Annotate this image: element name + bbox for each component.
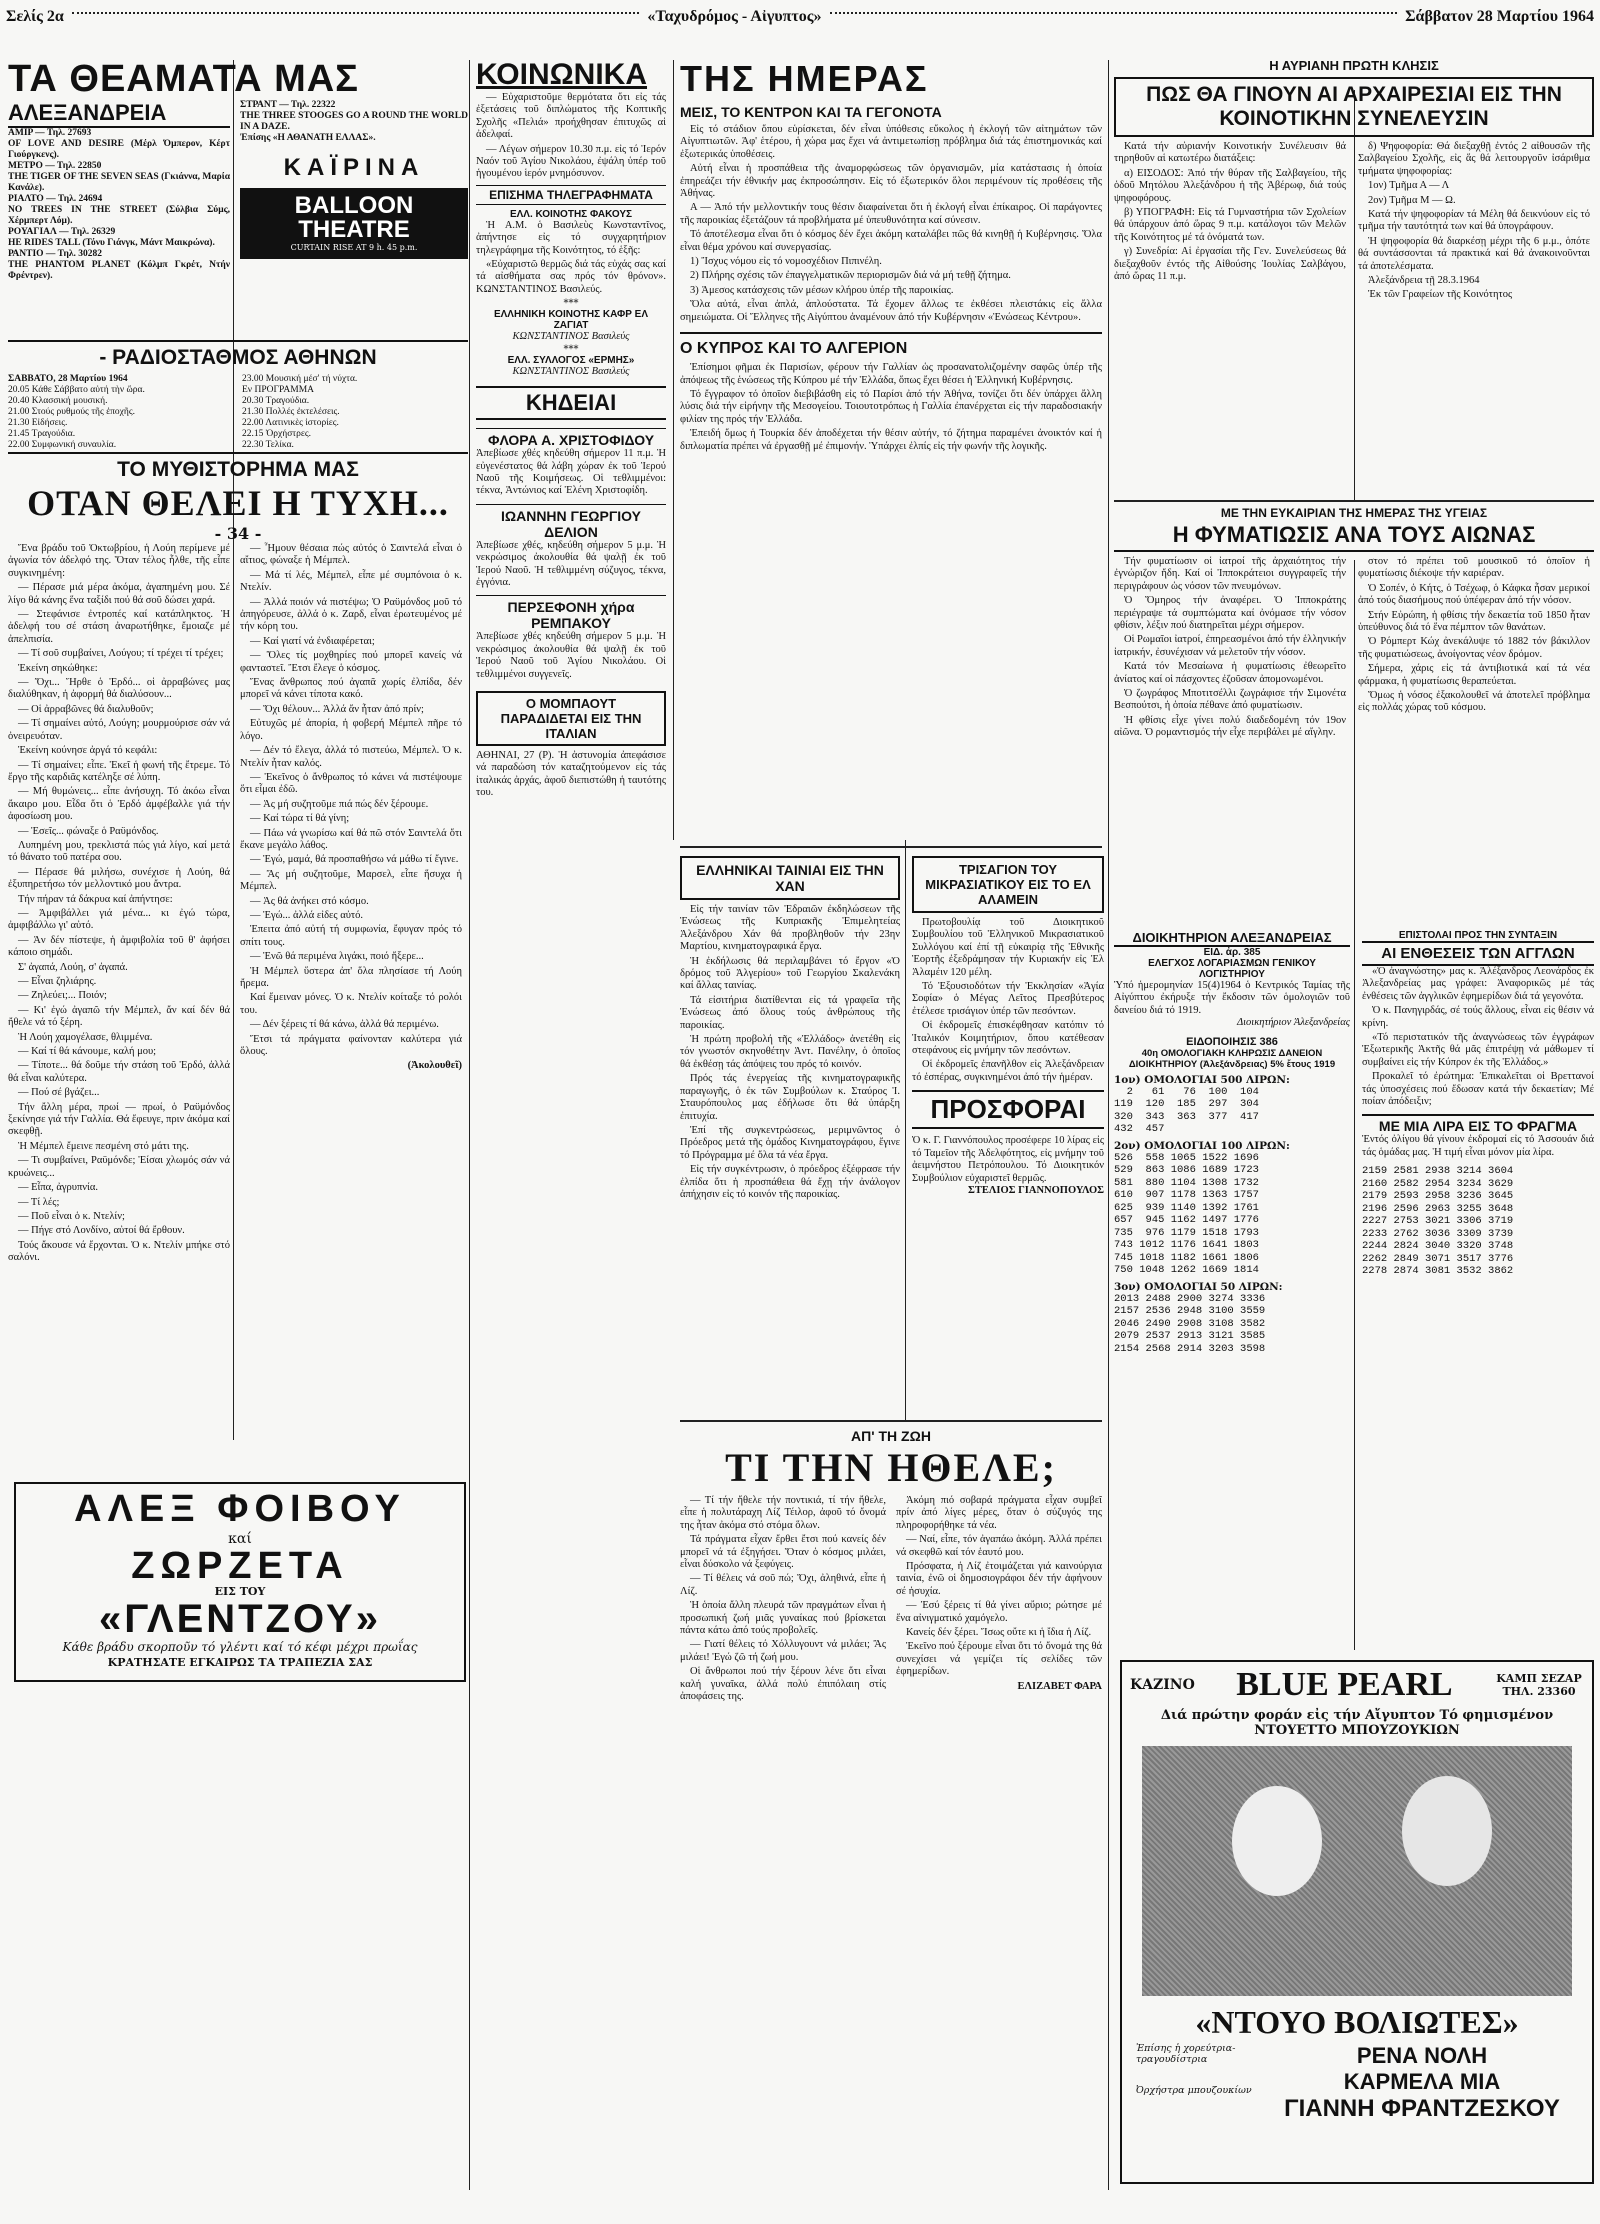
paragraph: Σήμερα, χάρις εἰς τά ἀντιβιοτικά καί τά νέα φάρμακα, ἡ φυματίωσις θεραπεύεται. [1358, 663, 1590, 687]
paragraph: «Τό περιστατικόν τῆς ἀναγνώσεως τῶν ἐγγράφων Ἐξωτερικῆς Ἀκτῆς θά μᾶς ἐπιτρέψῃ νά μάθωμεν τί συμβαίνει εἰς τήν Κύπρον ἐκ τῆς Ἑλλάδος.» [1362, 1032, 1594, 1068]
paragraph: Ἡ πρώτη προβολή τῆς «Ἐλλάδος» ἀνετέθη εἰς τόν γνωστόν σκηνοθέτην Ἀντ. Πανέλην, ὁ ὁποῖος θά ἐκθέσῃ τάς ἀπόψεις του πρός τό κοινόν. [680, 1034, 900, 1070]
tuberculosis-article: ΜΕ ΤΗΝ ΕΥΚΑΙΡΙΑΝ ΤΗΣ ΗΜΕΡΑΣ ΤΗΣ ΥΓΕΙΑΣ Η ΦΥΜΑΤΙΩΣΙΣ ΑΝΑ ΤΟΥΣ ΑΙΩΝΑΣ Τήν φυματίωσιν οἱ ἰατροί τῆς ἀρχαιότητος τήν ἐγνώριζον ἤδη. Καί οἱ Ἱπποκράτειοι συγγραφεῖς τήν περιγράφουν ὡς νόσον τῶν πνευμόνων. Ὁ Ὅμηρος τήν ἀναφέρει. Ὁ Ἱπποκράτης περιέγραψε τά συμπτώματα καί ὀνόμασε τήν νόσον φθίσιν, λέξιν πού διατηρεῖται μέχρι σήμερον. Οἱ Ρωμαῖοι ἰατροί, ἐπηρεασμένοι ἀπό τήν ἑλληνικήν ἰατρικήν, ἐσυνέχισαν νά μελετοῦν τήν νόσον. Κατά τόν Μεσαίωνα ἡ φυματίωσις ἐθεωρεῖτο ἀνίατος καί οἱ πάσχοντες ἐζοῦσαν ἀπομονωμένοι. Ὁ ζωγράφος Μποτιτσέλλι ζωγράφισε τήν Σιμονέτα Βεσπούτσι, ἡ ὁποία πέθανε ἀπό φυματίωσιν. Ἡ φθίσις εἶχε γίνει πολύ διαδεδομένη τόν 19ον αἰῶνα. Ὁ ρομαντισμός τήν εἶχε περιβάλει μέ αἴγλην. στον τό πρέπει τοῦ μουσικοῦ τό ὁποῖον ἡ φυματίωσις διέκοψε τήν καριέραν. Ὁ Σοπέν, ὁ Κήτς, ὁ Τσέχωφ, ὁ Κάφκα ἦσαν μερικοί ἀπό τούς διασήμους πού ὑπέφεραν ἀπό τήν νόσον. Στήν Εὐρώπη, ἡ φθίσις τήν δεκαετία τοῦ 1850 ἦταν ὑπεύθυνος διά τό ἕνα πέμπτον τῶν θανάτων. Ὁ Ρόμπερτ Κώχ ἀνεκάλυψε τό 1882 τόν βάκιλλον τῆς φυματιώσεως, ἀνοίγοντας νέον δρόμον. Σήμερα, χάρις εἰς τά ἀντιβιοτικά καί τά νέα φάρμακα, ἡ φυματίωσις θεραπεύεται. Ὅμως ἡ νόσος ἐξακολουθεῖ νά ἀποτελεῖ πρόβλημα εἰς πολλάς χώρας τοῦ κόσμου. [1114, 506, 1594, 926]
life-title: ΤΙ ΤΗΝ ΗΘΕΛΕ; [725, 1445, 1057, 1490]
paragraph: Εἰς τήν συγκέντρωσιν, ὁ πρόεδρος ἐξέφρασε τήν ἐλπίδα ὅτι ἡ προσπάθεια θά ἔχῃ τήν ἀνάλογον ἀπήχησιν εἰς τό κοινόν τῆς παροικίας. [680, 1164, 900, 1200]
list-line: 22.00 Συμφωνική συναυλία. [8, 440, 117, 450]
paragraph: Ἐπίσημοι φῆμαι ἐκ Παρισίων, φέρουν τήν Γαλλίαν ὡς προσανατολιζομένην σαφῶς ὑπέρ τῆς ἀπόψεως τῆς ἑνώσεως τῆς Κύπρου μέ τήν Ἑλλάδα, ὅπως ἔχει θέσει ἡ Ἑλληνική Κυβέρνησις. [680, 362, 1102, 386]
paper-name: «Ταχυδρόμος - Αἰγυπτος» [647, 8, 822, 25]
paragraph: Κανείς δέν ξέρει. Ἴσως οὔτε κι ἡ ἴδια ἡ Λίζ. [906, 1627, 1092, 1639]
paragraph: Εἰς τό στάδιον ὅπου εὑρίσκεται, δέν εἶναι ὑπόθεσις εὔκολος ἡ ἐκλογή τῶν αἰτημάτων τῶν Αἰγυπτιωτῶν. Ἀφ' ἑτέρου, ἡ χώρα μας ἔχει νά ἀντιμετωπίσῃ πρόβλημα διά τάς ἐπιστημονικάς καί ἐξωτερικάς ὑποθέσεις. [680, 124, 1102, 160]
paragraph: Προκαλεῖ τό ἐρώτημα: Ἐπικαλεῖται οἱ Βρεττανοί τάς ὑποσχέσεις πού ἔδωσαν κατά τήν δεκαετίαν; Μέ ποίαν ἀπόδειξιν; [1362, 1071, 1594, 1108]
official-telegrams-heading: ΕΠΙΣΗΜΑ ΤΗΛΕΓΡΑΦΗΜΑΤΑ [476, 185, 666, 205]
paragraph: Στήν Εὐρώπη, ἡ φθίσις τήν δεκαετία τοῦ 1850 ἦταν ὑπεύθυνος διά τό ἕνα πέμπτον τῶν θανάτων. [1358, 609, 1590, 634]
paragraph: — Τί σοῦ συμβαίνει, Λούγου; τί τρέχει τί τρέχει; [18, 648, 224, 660]
paragraph: Οἱ ἄνθρωποι πού τήν ξέρουν λένε ὅτι εἶναι καλή γυναῖκα, ἀλλά πολύ ἐπιπόλαιη στίς ἀποφάσεις της. [680, 1666, 886, 1703]
list-line: 23.00 Μουσική μέσ' τή νύχτα. [242, 374, 358, 384]
list-line: THE TIGER OF THE SEVEN SEAS (Γκιάννα, Μαρία Κανάλε). [8, 172, 230, 193]
paragraph: Εἰς τήν ταινίαν τῶν Ἐδραιῶν ἐκδηλώσεων τῆς Ἑνώσεως τῆς Κυπριακῆς Ἐπιμελητείας Ἀλεξάνδρου Χάν θά προβληθοῦν τήν 23ην Μαρτίου, κινηματογραφικά ἔργα. [680, 904, 900, 953]
paragraph: — Ἀλλά ποιόν νά πιστέψω; Ὁ Ραϋμόνδος μοῦ τό ἀπηγόρευσε, ἀλλά ὁ κ. Ζαρδ, εἶναι ἐρωτευμένος μέ τήν κόρη του. [240, 596, 462, 633]
paragraph: Ἡ φθίσις εἶχε γίνει πολύ διαδεδομένη τόν 19ον αἰῶνα. Ὁ ρομαντισμός τήν εἶχε περιβάλει μέ αἴγλην. [1114, 714, 1346, 739]
list-line: ΡΙΑΛΤΟ — Τηλ. 24694 [8, 194, 103, 204]
paragraph: — Τί τήν ἤθελε τήν ποντικιά, τί τήν ἤθελε, εἶπε ἡ πολυτάραχη Λίζ Τέιλορ, ἀφοῦ τό ὄνομά της ἦταν ἀκόμα στό στόμα ὅλων. [680, 1495, 886, 1531]
paragraph: — Πέρασε μιά μέρα ἀκόμα, ἀγαπημένη μου. Σέ λίγο θά κάνης ἕνα ταξίδι πού θά σοῦ δώσει χαρά. [8, 582, 230, 606]
paragraph: Ὁ Σοπέν, ὁ Κήτς, ὁ Τσέχωφ, ὁ Κάφκα ἦσαν μερικοί ἀπό τούς διασήμους πού ὑπέφεραν ἀπό τήν νόσον. [1358, 582, 1590, 607]
list-line: OF LOVE AND DESIRE (Μέρλ Όμπερον, Κέρτ Γιούργκενς). [8, 139, 230, 160]
paragraph: — Γιατί θέλεις τό Χόλλυγουντ νά μιλάει; Ἄς μιλάει! Ἐγώ ζῶ τή ζωή μου. [680, 1639, 886, 1663]
paragraph: Τήν φυματίωσιν οἱ ἰατροί τῆς ἀρχαιότητος τήν ἐγνώριζον ἤδη. Καί οἱ Ἱπποκράτειοι συγγραφεῖς τήν περιγράφουν ὡς νόσον τῶν πνευμόνων. [1114, 556, 1346, 592]
funeral-name: ΠΕΡΣΕΦΟΝΗ χήρα ΡΕΜΠΑΚΟΥ [476, 595, 666, 631]
paragraph: Τό ἀποτέλεσμα εἶναι ὅτι ὁ κόσμος δέν ἔχει ἀκόμη καταλάβει πῶς θά κινηθῇ ἡ Κυβέρνησις. Ὅλα εἶναι θέμα χρόνου καί συνεργασίας. [680, 229, 1102, 253]
paragraph: Καί ἔμειναν μόνες. Ὁ κ. Ντελίν κοίταξε τό ρολόι του. [240, 992, 462, 1016]
radio-program-left [8, 385, 234, 450]
list-line: 22.30 Τελίκα. [242, 440, 294, 450]
dioikitirion-notice: ΔΙΟΙΚΗΤΗΡΙΟΝ ΑΛΕΞΑΝΔΡΕΙΑΣ ΕΙΔ. ἀρ. 385 ΕΛΕΓΧΟΣ ΛΟΓΑΡΙΑΣΜΩΝ ΓΕΝΙΚΟΥ ΛΟΓΙΣΤΗΡΙΟΥ Ὑπό ἡμερομηνίαν 15(4)1964 ὁ Κεντρικός Ταμίας τῆς Αἰγύπτου ἐκήρυξε τήν ἔκδοσιν τῶν ὁμολογιῶν τοῦ δανείου διά τό 1919. Διοικητήριον Ἀλεξανδρείας ΕΙΔΟΠΟΙΗΣΙΣ 386 40η ΟΜΟΛΟΓΙΑΚΗ ΚΛΗΡΩΣΙΣ ΔΑΝΕΙΟΝ ΔΙΟΙΚΗΤΗΡΙΟΥ (Ἀλεξάνδρειας) 5% ἔτους 1919 1ον) ΟΜΟΛΟΓΙΑΙ 500 ΛΙΡΩΝ: 2 61 76 100 104 119 120 185 297 304 320 343 363 377 417 432 457 2ον) ΟΜΟΛΟΓΙΑΙ 100 ΛΙΡΩΝ: 526 558 1065 1522 1696 529 863 1086 1689 1723 581 880 1104 1308 1732 610 907 1178 1363 1757 625 939 1140 1392 1761 657 945 1162 1497 1776 735 976 1179 1518 1793 743 1012 1176 1641 1803 745 1018 1182 1661 1806 750 1048 1262 1669 1814 3ον) ΟΜΟΛΟΓΙΑΙ 50 ΛΙΡΩΝ: 2013 2488 2900 3274 3336 2157 2536 2948 3100 3559 2046 2490 2908 3108 3582 2079 2537 2913 3121 3585 2154 2568 2914 3203 3598 [1114, 930, 1350, 1355]
list-line: Εν ΠΡΟΓΡΑΜΜΑ [242, 385, 315, 395]
list-line: ΡΑΝΤΙΟ — Τηλ. 30282 [8, 249, 103, 259]
paragraph: Ἐπειτα ἀπό αὐτή τή συμφωνία, ἔφυγαν πρός τό σπίτι τους. [240, 924, 462, 948]
paragraph: Τό Ἐξουσιοδότων τήν Ἐκκλησίαν «Ἁγία Σοφία» ὁ Μέγας Λεῖτος Πρεσβύτερος ἐτέλεσε τρισάγιον ὑπέρ τῶν πεσόντων. [912, 981, 1104, 1017]
paragraph: — Στεφάνισε ἐντροπές καί κατάπληκτος. Ἡ ἀδελφή του σέ στάση ἀναρωτήθηκε, ἔμοιαζε μέ ἀπελπισία. [8, 609, 230, 645]
paragraph: — Ζηλεύει;... Ποιόν; [18, 990, 107, 1002]
list-line: 21.30 Εἰδήσεις. [8, 418, 68, 428]
paragraph: — Τι συμβαίνει, Ραϋμόνδε; Ἐίσαι χλωμός σάν νά κρυώνεις... [8, 1155, 230, 1179]
paragraph: — Ἐσεῖς... φώναξε ὁ Ραϋμόνδος. [18, 825, 159, 837]
paragraph: — Εὐχαριστοῦμε θερμότατα ὅτι εἰς τάς ἐξετάσεις τοῦ διπλώματος τῆς Κοπτικῆς Σχολῆς «Πελιά» προήχθησαν ἐπιτυχῶς αἱ ἀδελφαί. [476, 92, 666, 141]
paragraph: — Ἀς μή συζητοῦμε πιά πώς δέν ξέρουμε. [250, 798, 429, 810]
paragraph: Ἀλεξάνδρεια τῇ 28.3.1964 [1368, 275, 1480, 287]
paragraph: Τούς ἄκουσε νά ἔρχονται. Ὁ κ. Ντελίν μπήκε στό σαλόνι. [8, 1239, 230, 1264]
list-line: ΣΤΡΑΝΤ — Τηλ. 22322 [240, 100, 336, 110]
paragraph: Τά πράγματα εἶχαν ἔρθει ἔτσι πού κανείς δέν μπορεῖ νά τά ἐξηγήσει. Ὅταν ὁ κόσμος μιλάει, εἶναι δύσκολο νά ξεφύγεις. [680, 1534, 886, 1571]
cinema-listings-left [8, 128, 230, 282]
paragraph: Ὁ ζωγράφος Μποτιτσέλλι ζωγράφισε τήν Σιμονέτα Βεσπούτσι, ἡ ὁποία πέθανε ἀπό φυματίωσιν. [1114, 688, 1346, 712]
paragraph: — Πάω νά γνωρίσω καί θά πῶ στόν Σαιντελά ὅτι ἔκανε μεγάλο λάθος. [240, 827, 462, 851]
casino-name: BLUE PEARL [1236, 1666, 1453, 1703]
paragraph: — Μά τί λές, Μέμπελ, εἶπε μέ συμπόνοια ὁ κ. Ντελίν. [240, 569, 462, 594]
paragraph: Ὅλα αὐτά, εἶναι ἁπλά, ἀπλούστατα. Τά ἔχομεν ἄλλως τε ἐκθέσει πλειστάκις εἰς ἄλλα σημειώματα. Οἱ Ἕλληνες τῆς Αἰγύπτου ἀναμένουν ἀπό τήν Κυβέρνησιν «Ἑνώσεως Κέντρου». [680, 299, 1102, 323]
list-line: THE THREE STOOGES GO A ROUND THE WORLD IN A DAZE. [240, 111, 468, 132]
italian-extradition-heading: Ο ΜΟΜΠΑΟΥΤ ΠΑΡΑΔΙΔΕΤΑΙ ΕΙΣ ΤΗΝ ΙΤΑΛΙΑΝ [476, 691, 666, 746]
koinonika-section: ΚΟΙΝΩΝΙΚΑ — Εὐχαριστοῦμε θερμότατα ὅτι εἰς τάς ἐξετάσεις τοῦ διπλώματος τῆς Κοπτικῆς Σχολῆς «Πελιά» προήχθησαν ἐπιτυχῶς αἱ ἀδελφαί. — Λέγων σήμερον 10.30 π.μ. εἰς τό Ἱερόν Ναόν τοῦ Ἁγίου Νικολάου, ἐψάλη ὑπέρ τοῦ ἡγουμένου ἱερόν μνημόσυνον. ΕΠΙΣΗΜΑ ΤΗΛΕΓΡΑΦΗΜΑΤΑ ΕΛΛ. ΚΟΙΝΟΤΗΣ ΦΑΚΟΥΣ Ἡ Α.Μ. ὁ Βασιλεὺς Κωνσταντῖνος, ἀπήντησε εἰς τό συγχαρητήριον τηλεγράφημα τῆς Κοινότητος, τό ἑξῆς: «Εὐχαριστῶ θερμῶς διά τάς εὐχάς σας καί τά αἰσθήματα σας πρός τόν θρόνον». ΚΩΝΣΤΑΝΤΙΝΟΣ Βασιλεύς. *** ΕΛΛΗΝΙΚΗ ΚΟΙΝΟΤΗΣ ΚΑΦΡ ΕΛ ΖΑΓΙΑΤ ΚΩΝΣΤΑΝΤΙΝΟΣ Βασιλεύς *** ΕΛΛ. ΣΥΛΛΟΓΟΣ «ΕΡΜΗΣ» ΚΩΝΣΤΑΝΤΙΝΟΣ Βασιλεύς ΚΗΔΕΙΑΙ ΦΛΟΡΑ Α. ΧΡΙΣΤΟΦΙΔΟΥ Ἀπεβίωσε χθές κηδεύθη σήμερον 11 π.μ. Ἡ εὐγενέστατος θά λάβη χώραν ἐκ τοῦ Ἱερού Ναοῦ τῆς Κοιμήσεως. Οἱ τεθλιμμένοι: τέκνα, Ἀντώνιος καί Ἐλένη Χριστοφίδη. ΙΩΑΝΝΗΝ ΓΕΩΡΓΙΟΥ ΔΕΛΙΟΝ Ἀπεβίωσε χθές, κηδεύθη σήμερον 5 μ.μ. Ἡ νεκρώσιμος ἀκολουθία θά ψαλῇ ἐκ τοῦ Ἱερού Ναοῦ. Ἡ τεθλιμμένη σύζυγος, τέκνα, ἐγγόνια. ΠΕΡΣΕΦΟΝΗ χήρα ΡΕΜΠΑΚΟΥ Ἀπεβίωσε χθές κηδεύθη σήμερον 5 μ.μ. Ἡ νεκρώσιμος ἀκολουθία θά ψαλῇ ἐκ τοῦ Ἱερού Ναοῦ τοῦ Ἁγίου Νικολάου. Οἱ τεθλιμμένοι συγγενεῖς. Ο ΜΟΜΠΑΟΥΤ ΠΑΡΑΔΙΔΕΤΑΙ ΕΙΣ ΤΗΝ ΙΤΑΛΙΑΝ ΑΘΗΝΑΙ, 27 (Ρ). Ἡ ἀστυνομία ἀπεφάσισε νά παραδώση τόν καταζητούμενον εἰς τάς ἰταλικάς ἀρχάς, ἀφοῦ διεπιστώθη ἡ ταυτότης του. [476, 58, 666, 799]
radio-section: - ΡΑΔΙΟΣΤΑΘΜΟΣ ΑΘΗΝΩΝ ΣΑΒΒΑΤΟ, 28 Μαρτίου 1964 20.05 Κάθε Σάββατο αὐτή τὴν ὥρα. 20.40 Κλασσική μουσική. 21.00 Στούς ρυθμούς τῆς ἐποχῆς. 21.30 Εἰδήσεις. 21.45 Τραγούδια. 22.00 Συμφωνική συναυλία. 23.00 Μουσική μέσ' τή νύχτα. Εν ΠΡΟΓΡΑΜΜΑ 20.30 Τραγούδια. 21.30 Πολλές ἐκτελέσεις. 22.00 Λατινικὲς ἱστορίες. 22.15 Ὀρχήστρες. 22.30 Τελίκα. [8, 340, 468, 450]
paragraph: Πρός τάς ἐνεργείας τῆς κινηματογραφικῆς παραγωγῆς, ὁ ἐκ τῶν Συμβούλων κ. Σταύρος Ἰ. Σταυρόπουλος μας ἐδήλωσε ὅτι θά ὑπάρξη ἐπιτυχία. [680, 1073, 900, 1122]
greek-films-article: ΕΛΛΗΝΙΚΑΙ ΤΑΙΝΙΑΙ ΕΙΣ ΤΗΝ ΧΑΝ Εἰς τήν ταινίαν τῶν Ἐδραιῶν ἐκδηλώσεων τῆς Ἑνώσεως τῆς Κυπριακῆς Ἐπιμελητείας Ἀλεξάνδρου Χάν θά προβληθοῦν τήν 23ην Μαρτίου, κινηματογραφικά ἔργα. Ἡ ἐκδήλωσις θά περιλαμβάνει τό ἔργον «Ὁ δρόμος τοῦ Ἀλγερίου» τοῦ Γεωργίου Σκαλενάκη καί ἄλλας ταινίας. Τά εἰσιτήρια διατίθενται εἰς τά γραφεῖα τῆς Ἑνώσεως ἀπό ὅλους τούς ἀνθρώπους τῆς παροικίας. Ἡ πρώτη προβολή τῆς «Ἐλλάδος» ἀνετέθη εἰς τόν γνωστόν σκηνοθέτην Ἀντ. Πανέλην, ὁ ὁποῖος θά ἐκθέσῃ τάς ἀπόψεις του πρός τό κοινόν. Πρός τάς ἐνεργείας τῆς κινηματογραφικῆς παραγωγῆς, ὁ ἐκ τῶν Συμβούλων κ. Σταύρος Ἰ. Σταυρόπουλος μας ἐδήλωσε ὅτι θά ὑπάρξη ἐπιτυχία. Ἐπί τῆς συγκεντρώσεως, μεριμνῶντος ὁ Πρόεδρος μετά τῆς ὁμάδος Κινηματογράφου, ἔγινε τό Πρόγραμμα μέ ὅλα τά νέα ἔργα. Εἰς τήν συγκέντρωσιν, ὁ πρόεδρος ἐξέφρασε τήν ἐλπίδα ὅτι ἡ προσπάθεια θά ἔχῃ τήν ἀνάλογον ἀπήχησιν εἰς τό κοινόν τῆς παροικίας. [680, 856, 900, 1416]
paragraph: — Ἄς μή συζητοῦμε, Μαρσελ, εἶπε ἥσυχα ἡ Μέμπελ. [240, 868, 462, 893]
paragraph: «Εὐχαριστῶ θερμῶς διά τάς εὐχάς σας καί τά αἰσθήματα σας πρός τόν θρόνον». ΚΩΝΣΤΑΝΤΙΝΟΣ Βασιλεύς. [476, 259, 666, 295]
letters-section: ΕΠΙΣΤΟΛΑΙ ΠΡΟΣ ΤΗΝ ΣΥΝΤΑΞΙΝ ΑΙ ΕΝΘΕΣΕΙΣ ΤΩΝ ΑΓΓΛΩΝ «Ὁ ἀναγνώστης» μας κ. Ἀλέξανδρος Λεονάρδος ἐκ Ἀλεξανδρείας μας γράφει: Ἀναφορικῶς μέ τάς ἐνθέσεις τῶν ἀγγλικῶν ἐφημερίδων διά τά γεγονότα. Ὁ κ. Πανηγιρδάς, σέ τούς ἄλλους, εἶναι εἰς θέσιν νά κρίνη. «Τό περιστατικόν τῆς ἀναγνώσεως τῶν ἐγγράφων Ἐξωτερικῆς Ἀκτῆς θά μᾶς ἐπιτρέψῃ νά μάθωμεν τί συμβαίνει εἰς τήν Κύπρον ἐκ τῆς Ἑλλάδος.» Προκαλεῖ τό ἐρώτημα: Ἐπικαλεῖται οἱ Βρεττανοί τάς ὑποσχέσεις πού ἔδωσαν κατά τήν δεκαετίαν; Μέ ποίαν ἀπόδειξιν; ΜΕ ΜΙΑ ΛΙΡΑ ΕΙΣ ΤΟ ΦΡΑΓΜΑ Ἐντός ὀλίγου θά γίνουν ἐκδρομαί εἰς τό Ἀσσουάν διά τάς ὁμάδας μας. Ἡ τιμή εἶναι μόνον μία λίρα. 2159 2581 2938 3214 3604 2160 2582 2954 3234 3629 2179 2593 2958 3236 3645 2196 2596 2963 3255 3648 2227 2753 3021 3306 3719 2233 2762 3036 3309 3739 2244 2824 3040 3320 3748 2262 2849 3071 3517 3776 2278 2874 3081 3532 3862 [1362, 930, 1594, 1278]
paragraph: Ὁ Ρόμπερτ Κώχ ἀνεκάλυψε τό 1882 τόν βάκιλλον τῆς φυματιώσεως, ἀνοίγοντας νέον δρόμον. [1358, 636, 1590, 660]
paragraph: Τήν ἄλλη μέρα, πρωί — πρωί, ὁ Ραϋμόνδος ξεκίνησε γιά τήν Γαλλία. Θά ἔφευγε, πριν ἀκόμα καί σκεφθῇ. [8, 1101, 230, 1138]
paragraph: Ἔτσι τά πράγματα φαίνονταν καλύτερα γιά ὅλους. [240, 1033, 462, 1058]
paragraph: Ἐκ τῶν Γραφείων τῆς Κοινότητος [1368, 289, 1513, 301]
paragraph: — Ἀς θά ἀνήκει στό κόσμο. [250, 895, 369, 907]
list-line: 20.05 Κάθε Σάββατο αὐτή τὴν ὥρα. [8, 385, 145, 395]
koinonika-title: ΚΟΙΝΩΝΙΚΑ [476, 58, 648, 91]
radio-program-right [242, 374, 468, 450]
issue-date: Σάββατον 28 Μαρτίου 1964 [1405, 8, 1594, 25]
paragraph: στον τό πρέπει τοῦ μουσικοῦ τό ὁποῖον ἡ φυματίωσις διέκοψε τήν καριέραν. [1358, 556, 1590, 580]
list-line: NO TREES IN THE STREET (Σύλβια Σύμς, Χέρμπερτ Λόμ). [8, 205, 230, 226]
funeral-text: Ἀπεβίωσε χθές κηδεύθη σήμερον 5 μ.μ. Ἡ νεκρώσιμος ἀκολουθία θά ψαλῇ ἐκ τοῦ Ἱερού Ναοῦ τοῦ Ἁγίου Νικολάου. Οἱ τεθλιμμένοι συγγενεῖς. [476, 631, 666, 680]
alexandria-heading: ΑΛΕΞΑΝΔΡΕΙΑ [8, 100, 230, 128]
list-line: ΜΕΤΡΟ — Τηλ. 22850 [8, 161, 102, 171]
paragraph: — Δέν τό ἔλεγα, ἀλλά τό πιστεύω, Μέμπελ. Ὁ κ. Ντελίν ἦταν καλός. [240, 745, 462, 769]
paragraph: — Ἀμφιβάλλει γιά μένα... κι ἐγώ τώρα, ἀμφιβάλλω γι' αὐτό. [8, 907, 230, 932]
funeral-text: Ἀπεβίωσε χθές κηδεύθη σήμερον 11 π.μ. Ἡ εὐγενέστατος θά λάβη χώραν ἐκ τοῦ Ἱερού Ναοῦ τῆς Κοιμήσεως. Οἱ τεθλιμμένοι: τέκνα, Ἀντώνιος καί Ἐλένη Χριστοφίδη. [476, 448, 666, 497]
list-line: 22.15 Ὀρχήστρες. [242, 429, 311, 439]
paragraph: — Ἐσύ ξέρεις τί θά γίνει αὔριο; ρώτησε μέ ἕνα αἰνιγματικό χαμόγελο. [896, 1600, 1102, 1624]
paragraph: Ἐκείνη κούνησε ἀργά τό κεφάλι: [18, 745, 158, 757]
list-line: 20.30 Τραγούδια. [242, 396, 310, 406]
novel-column-2: — Ἦμουν θέσαια πώς αὐτός ὁ Σαιντελά εἶναι ὁ αἴτιος, φώναξε ἡ Μέμπελ. — Μά τί λές, Μέμπελ, εἶπε μέ συμπόνοια ὁ κ. Ντελίν. — Ἀλλά ποιόν νά πιστέψω; Ὁ Ραϋμόνδος μοῦ τό ἀπηγόρευσε, ἀλλά ὁ κ. Ζαρδ, εἶναι ἐρωτευμένος μέ τήν κόρη του. — Καί γιατί νά ἐνδιαφέρεται; — Ὄλες τίς μοχθηρίες πού μπορεῖ κανείς νά φανταστεῖ. Ἔτσι ἔλεγε ὁ κόσμος. Ἕνας ἄνθρωπος πού ἀγαπᾶ χωρίς ἐλπίδα, δέν μπορεῖ νά κάνει τίποτα κακό. — Ὄχι θέλουν... Ἀλλά ἄν ἦταν ἀπό πρίν; Εὐτυχῶς μέ ἀπορία, ἡ φοβερή Μέμπελ πῆρε τό λόγο. — Δέν τό ἔλεγα, ἀλλά τό πιστεύω, Μέμπελ. Ὁ κ. Ντελίν ἦταν καλός. — Ἐκεῖνος ὁ ἄνθρωπος τό κάνει νά πιστέψουμε ὅτι εἶμαι ἐδῶ. — Ἀς μή συζητοῦμε πιά πώς δέν ξέρουμε. — Καί τώρα τί θά γίνη; — Πάω νά γνωρίσω καί θά πῶ στόν Σαιντελά ὅτι ἔκανε μεγάλο λάθος. — Ἐγώ, μαμά, θά προσπαθήσω νά μάθω τί ἔγινε. — Ἄς μή συζητοῦμε, Μαρσελ, εἶπε ἥσυχα ἡ Μέμπελ. — Ἀς θά ἀνήκει στό κόσμο. — Ἐγώ... ἀλλά εἰδες αὐτό. Ἐπειτα ἀπό αὐτή τή συμφωνία, ἔφυγαν πρός τό σπίτι τους. — Ἐνῶ θά περιμένα λιγάκι, ποιό ἤξερε... Ἡ Μέμπελ ὕστερα ἀπ' ὅλα πλησίασε τή Λούη ἤρεμα. Καί ἔμειναν μόνες. Ὁ κ. Ντελίν κοίταξε τό ρολόι του. — Δέν ξέρεις τί θά κάνω, ἀλλά θά περιμένω. Ἔτσι τά πράγματα φαίνονταν καλύτερα γιά ὅλους. (Ἀκολουθεῖ) [240, 543, 462, 1072]
paragraph: — Τί θέλεις νά σοῦ πώ; Ὄχι, ἀληθινά, εἶπε ἡ Λίζ. [680, 1573, 886, 1597]
paragraph: — Ἐγώ, μαμά, θά προσπαθήσω νά μάθω τί ἔγινε. [250, 854, 459, 866]
paragraph: — Ἐνῶ θά περιμένα λιγάκι, ποιό ἤξερε... [250, 951, 424, 963]
paragraph: — Ποῦ εἶναι ὁ κ. Ντελίν; [18, 1210, 125, 1222]
list-line: Ἐπίσης «Η ΑΘΑΝΑΤΗ ΕΛΛΑΣ». [240, 133, 376, 143]
list-line: 21.45 Τραγούδια. [8, 429, 76, 439]
singers-photo [1142, 1746, 1572, 1996]
theamata-section [8, 58, 468, 358]
paragraph: Οἱ Ρωμαῖοι ἰατροί, ἐπηρεασμένοι ἀπό τήν ἑλληνικήν ἰατρικήν, ἐσυνέχισαν νά μελετοῦν τήν νόσον. [1114, 634, 1346, 658]
paragraph: 1) Ἴσχυς νόμου εἰς τό νομοσχέδιον Πιπινέλη. [690, 256, 882, 268]
funeral-name: ΙΩΑΝΝΗΝ ΓΕΩΡΓΙΟΥ ΔΕΛΙΟΝ [476, 504, 666, 540]
loan-numbers-500: 2 61 76 100 104 119 120 185 297 304 320 343 363 377 417 432 457 [1114, 1085, 1259, 1136]
loan-numbers-50-continued: 2159 2581 2938 3214 3604 2160 2582 2954 3234 3629 2179 2593 2958 3236 3645 2196 2596 2963 3255 3648 2227 2753 3021 3306 3719 2233 2762 3036 3309 3739 2244 2824 3040 3320 3748 2262 2849 3071 3517 3776 2278 2874 3081 3532 3862 [1362, 1165, 1514, 1278]
paragraph: Ἡ Μέμπελ ὕστερα ἀπ' ὅλα πλησίασε τή Λούη ἤρεμα. [240, 965, 462, 989]
paragraph: Ἐπειδή ὅμως ἡ Τουρκία δέν ἀποδέχεται τήν θέσιν αὐτήν, τό ζήτημα παραμένει ἀνοικτόν καί ἡ διπλωματία πρέπει νά ἐργασθῇ μέ ἐπιμονήν. Ὑπάρχει ἐλπίς εἰς τήν φωνήν τῆς λογικῆς. [680, 428, 1102, 452]
novel-kicker: ΤΟ ΜΥΘΙΣΤΟΡΗΜΑ ΜΑΣ [117, 458, 359, 481]
paragraph: 1ον) Τμῆμα Α — Λ [1368, 180, 1450, 192]
novel-title: ΟΤΑΝ ΘΕΛΕΙ Η ΤΥΧΗ... [27, 483, 449, 523]
paragraph: — Τί λές; [18, 1196, 60, 1208]
paragraph: — Τί σημαίνει; εἶπε. Ἐκεῖ ἡ φωνή τῆς ἔτρεμε. Τό ἔργο τῆς καρδιᾶς κατέληξε σέ λύπη. [8, 759, 230, 783]
paragraph: — Ἐγώ... ἀλλά εἰδες αὐτό. [250, 909, 364, 921]
paragraph: Κατά τήν ψηφοφορίαν τά Μέλη θά δεικνύουν εἰς τό τμῆμα τήν ταυτότητά των καί θά ὑπογράφουν. [1358, 209, 1590, 233]
paragraph: Κατά τόν Μεσαίωνα ἡ φυματίωσις ἐθεωρεῖτο ἀνίατος καί οἱ πάσχοντες ἐζοῦσαν ἀπομονωμένοι. [1114, 661, 1346, 685]
singer-face-right [1402, 1776, 1492, 1886]
paragraph: Ἡ Α.Μ. ὁ Βασιλεὺς Κωνσταντῖνος, ἀπήντησε εἰς τό συγχαρητήριον τηλεγράφημα τῆς Κοινότητος, τό ἑξῆς: [476, 219, 666, 256]
radio-title: - ΡΑΔΙΟΣΤΑΘΜΟΣ ΑΘΗΝΩΝ [99, 346, 377, 369]
singer-face-left [1232, 1786, 1322, 1896]
paragraph: — Εἶπα, ἀγρυπνία. [18, 1182, 98, 1194]
paragraph: γ) Συνεδρία: Αἱ ἐργασίαι τῆς Γεν. Συνελεύσεως θά διεξαχθοῦν ἐντός τῆς Αἰθούσης Ἰουλίας Σαλβάγου, ἀπό ὥρας 11 π.μ. [1114, 246, 1346, 283]
paragraph: δ) Ψηφοφορία: Θά διεξαχθῇ ἐντός 2 αἰθουσῶν τῆς Σαλβαγείου Σχολῆς, εἰς ἅς θά λειτουργοῦν ἰσάριθμα τμήματα ψηφοφορίας: [1358, 141, 1590, 177]
paragraph: — Ἀν δέν πίστεψε, ἡ ἀμφιβολία τοῦ θ' ἀφήσει κάποιο σημάδι. [8, 934, 230, 959]
paragraph: α) ΕΙΣΟΔΟΣ: Ἀπό τήν θύραν τῆς Σαλβαγείου, τῆς ὁδοῦ Μητόλου Ἀλεξάνδρου ἡ τῆς Ἀβέρωφ, διά τούς ψηφοφόρους. [1114, 167, 1346, 204]
paragraph: Τά εἰσιτήρια διατίθενται εἰς τά γραφεῖα τῆς Ἑνώσεως ἀπό ὅλους τούς ἀνθρώπους τῆς παροικίας. [680, 994, 900, 1031]
paragraph: 2) Πλήρης σχέσις τῶν ἐπαγγελματικῶν περιορισμῶν διά νά μή τεθῇ ζήτημα. [690, 270, 1011, 282]
list-line: ΑΜΙΡ — Τηλ. 27693 [8, 128, 92, 138]
paragraph: — Ὄλες τίς μοχθηρίες πού μπορεῖ κανείς νά φανταστεῖ. Ἔτσι ἔλεγε ὁ κόσμος. [240, 650, 462, 674]
novel-section [8, 452, 468, 1474]
paragraph: Ἀκόμη πιό σοβαρά πράγματα εἶχαν συμβεῖ πρίν ἀπό λίγες μέρες, ὅταν ὁ σύζυγός της πληροφορήθηκε τά νέα. [896, 1495, 1102, 1531]
paragraph: Σ' ἀγαπά, Λούη, σ' ἀγαπά. [18, 961, 128, 973]
novel-number: - 34 - [214, 524, 262, 543]
paragraph: Ἡ Λούη χαμογέλασε, θλιμμένα. [18, 1031, 153, 1043]
paragraph: — Τίποτε... θά δοῦμε τήν στάση τοῦ Ἐρδό, ἀλλά θά εἶναι καλύτερα. [8, 1060, 230, 1084]
paragraph: — Εἶναι ζηλιάρης. [18, 976, 97, 987]
paragraph: — Λέγων σήμερον 10.30 π.μ. εἰς τό Ἱερόν Ναόν τοῦ Ἁγίου Νικολάου, ἐψάλη ὑπέρ τοῦ ἡγουμένου ἱερόν μνημόσυνον. [476, 143, 666, 180]
paragraph: — Πήγε στό Λονδίνο, αὐτοί θά ἔρθουν. [18, 1225, 185, 1237]
paragraph: — Ναί, εἶπε, τόν ἀγαπάω ἀκόμη. Ἀλλά πρέπει νά σκεφθῶ καί τόν ἑαυτό μου. [896, 1534, 1102, 1558]
elections-title: ΠΩΣ ΘΑ ΓΙΝΟΥΝ ΑΙ ΑΡΧΑΙΡΕΣΙΑΙ ΕΙΣ ΤΗΝ ΚΟΙΝΟΤΙΚΗΝ ΣΥΝΕΛΕΥΣΙΝ [1114, 77, 1594, 137]
tuberculosis-title: Η ΦΥΜΑΤΙΩΣΙΣ ΑΝΑ ΤΟΥΣ ΑΙΩΝΑΣ [1114, 520, 1594, 552]
paragraph: Α — Ἀπό τήν μελλοντικήν τους θέσιν διαφαίνεται ὅτι ἡ ἐκλογή εἶναι ἐπίκαιρος. Οἱ παράγοντες τῆς παροικίας ἐξετάζουν τά προβλήματα μέ ὑπευθυνότητα καί σύνεσιν. [680, 202, 1102, 226]
elections-article: Η ΑΥΡΙΑΝΗ ΠΡΩΤΗ ΚΛΗΣΙΣ ΠΩΣ ΘΑ ΓΙΝΟΥΝ ΑΙ ΑΡΧΑΙΡΕΣΙΑΙ ΕΙΣ ΤΗΝ ΚΟΙΝΟΤΙΚΗΝ ΣΥΝΕΛΕΥΣΙΝ Κατά τήν αὐριανήν Κοινοτικήν Συνέλευσιν θά τηρηθοῦν αἱ κατωτέρω διατάξεις: α) ΕΙΣΟΔΟΣ: Ἀπό τήν θύραν τῆς Σαλβαγείου, τῆς ὁδοῦ Μητόλου Ἀλεξάνδρου ἡ τῆς Ἀβέρωφ, διά τούς ψηφοφόρους. β) ΥΠΟΓΡΑΦΗ: Εἰς τά Γυμναστήρια τῶν Σχολείων θά ὑπάρχουν ἀπό ὥρας 9 π.μ. κατάλογοι τῶν Μελῶν τῆς Κοινότητος μέ τά ὀνόματά των. γ) Συνεδρία: Αἱ ἐργασίαι τῆς Γεν. Συνελεύσεως θά διεξαχθοῦν ἐντός τῆς Αἰθούσης Ἰουλίας Σαλβάγου, ἀπό ὥρας 11 π.μ. δ) Ψηφοφορία: Θά διεξαχθῇ ἐντός 2 αἰθουσῶν τῆς Σαλβαγείου Σχολῆς, εἰς ἅς θά λειτουργοῦν ἰσάριθμα τμήματα ψηφοφορίας: 1ον) Τμῆμα Α — Λ 2ον) Τμῆμα Μ — Ω. Κατά τήν ψηφοφορίαν τά Μέλη θά δεικνύουν εἰς τό τμῆμα τήν ταυτότητά των καί θά ὑπογράφουν. Ἡ ψηφοφορία θά διαρκέσῃ μέχρι τῆς 6 μ.μ., ὁπότε θά συντάσσονται τά πρακτικά καί θά ἀνακοινοῦνται τά ἀποτελέσματα. Ἀλεξάνδρεια τῇ 28.3.1964 Ἐκ τῶν Γραφείων τῆς Κοινότητος [1114, 58, 1594, 498]
paragraph: Τήν πήραν τά δάκρυα καί ἀπήντησε: [18, 893, 173, 905]
tis-imeras-section: ΤΗΣ ΗΜΕΡΑΣ ΜΕΙΣ, ΤΟ ΚΕΝΤΡΟΝ ΚΑΙ ΤΑ ΓΕΓΟΝΟΤΑ Εἰς τό στάδιον ὅπου εὑρίσκεται, δέν εἶναι ὑπόθεσις εὔκολος ἡ ἐκλογή τῶν αἰτημάτων τῶν Αἰγυπτιωτῶν. Ἀφ' ἑτέρου, ἡ χώρα μας ἔχει νά ἀντιμετωπίσῃ πρόβλημα διά τάς ἐπιστημονικάς καί ἐξωτερικάς ὑποθέσεις. Αὐτή εἶναι ἡ προσπάθεια τῆς ἀναμορφώσεως τῶν ὀργανισμῶν, μία κατάστασις ἡ ὁποία ἐπηρεάζει τήν ἐθνικήν μας ἐκπροσώπησιν. Εἰς τό ἐξωτερικόν ὅλοι περιμένουν τίς προθέσεις τῆς Ἀθήνας. Α — Ἀπό τήν μελλοντικήν τους θέσιν διαφαίνεται ὅτι ἡ ἐκλογή εἶναι ἐπίκαιρος. Οἱ παράγοντες τῆς παροικίας ἐξετάζουν τά προβλήματα μέ ὑπευθυνότητα καί σύνεσιν. Τό ἀποτέλεσμα εἶναι ὅτι ὁ κόσμος δέν ἔχει ἀκόμη καταλάβει πῶς θά κινηθῇ ἡ Κυβέρνησις. Ὅλα εἶναι θέμα χρόνου καί συνεργασίας. 1) Ἴσχυς νόμου εἰς τό νομοσχέδιον Πιπινέλη. 2) Πλήρης σχέσις τῶν ἐπαγγελματικῶν περιορισμῶν διά νά μή τεθῇ ζήτημα. 3) Ἀμεσος κατάσχεσις τῶν μέσων κλήρου ὑπέρ τῆς παροικίας. Ὅλα αὐτά, εἶναι ἁπλά, ἀπλούστατα. Τά ἔχομεν ἄλλως τε ἐκθέσει πλειστάκις εἰς ἄλλα σημειώματα. Οἱ Ἕλληνες τῆς Αἰγύπτου ἀναμένουν ἀπό τήν Κυβέρνησιν «Ἑνώσεως Κέντρου». Ο ΚΥΠΡΟΣ ΚΑΙ ΤΟ ΑΛΓΕΡΙΟΝ Ἐπίσημοι φῆμαι ἐκ Παρισίων, φέρουν τήν Γαλλίαν ὡς προσανατολιζομένην σαφῶς ὑπέρ τῆς ἀπόψεως τῆς ἑνώσεως τῆς Κύπρου μέ τήν Ἑλλάδα, ὅπως ἔχει θέσει ἡ Ἑλληνική Κυβέρνησις. Τό ἔγγραφον τό ὁποῖον διεβιβάσθη εἰς τό Παρίσι ἀπό τήν Ἀθήνα, τονίζει ὅτι δέν ὑπάρχει ἄλλη λύσις διά τήν εἰρήνην τῆς Μεσογείου. Τοιουτοτρόπως ἡ Γαλλία ἐπανέρχεται εἰς τήν παραδοσιακήν φιλίαν της πρός τήν Ἑλλάδα. Ἐπειδή ὅμως ἡ Τουρκία δέν ἀποδέχεται τήν θέσιν αὐτήν, τό ζήτημα παραμένει ἀνοικτόν καί ἡ διπλωματία πρέπει νά ἐργασθῇ μέ ἐπιμονήν. Ὑπάρχει ἐλπίς εἰς τήν φωνήν τῆς λογικῆς. [680, 58, 1102, 452]
page-number: Σελίς 2α [6, 8, 64, 25]
list-line: HE RIDES TALL (Τόνυ Γιάνγκ, Μάντ Μαικρώνα). [8, 238, 215, 248]
paragraph: β) ΥΠΟΓΡΑΦΗ: Εἰς τά Γυμναστήρια τῶν Σχολείων θά ὑπάρχουν ἀπό ὥρας 9 π.μ. κατάλογοι τῶν Μελῶν τῆς Κοινότητος μέ τά ὀνόματά των. [1114, 207, 1346, 243]
paragraph: Ὅμως ἡ νόσος ἐξακολουθεῖ νά ἀποτελεῖ πρόβλημα εἰς πολλάς χώρας τοῦ κόσμου. [1358, 690, 1590, 714]
funerals-list [476, 428, 666, 681]
paragraph: Ἐκεῖνο πού ξέρουμε εἶναι ὅτι τό ὄνομά της θά συνεχίσει νά γεμίζει τίς σελίδες τῶν ἐφημερίδων. [896, 1641, 1102, 1678]
paragraph: Ἡ Μέμπελ ἔμεινε πεσμένη στό μάτι της. [18, 1140, 189, 1152]
life-article: ΑΠ' ΤΗ ΖΩΗ ΤΙ ΤΗΝ ΗΘΕΛΕ; — Τί τήν ἤθελε τήν ποντικιά, τί τήν ἤθελε, εἶπε ἡ πολυτάραχη Λίζ Τέιλορ, ἀφοῦ τό ὄνομά της ἦταν ἀκόμα στό στόμα ὅλων. Τά πράγματα εἶχαν ἔρθει ἔτσι πού κανείς δέν μπορεῖ νά τά ἐξηγήσει. Ὅταν ὁ κόσμος μιλάει, εἶναι δύσκολο νά ξεφύγεις. — Τί θέλεις νά σοῦ πώ; Ὄχι, ἀληθινά, εἶπε ἡ Λίζ. Ἡ ὁποία ἄλλη πλευρά τῶν πραγμάτων εἶναι ἡ προσωπική ζωή μιᾶς γυναίκας πού βρίσκεται πάντα κάτω ἀπό τούς προβολεῖς. — Γιατί θέλεις τό Χόλλυγουντ νά μιλάει; Ἄς μιλάει! Ἐγώ ζῶ τή ζωή μου. Οἱ ἄνθρωποι πού τήν ξέρουν λένε ὅτι εἶναι καλή γυναῖκα, ἀλλά πολύ ἐπιπόλαιη στίς ἀποφάσεις της. Ἀκόμη πιό σοβαρά πράγματα εἶχαν συμβεῖ πρίν ἀπό λίγες μέρες, ὅταν ὁ σύζυγός της πληροφορήθηκε τά νέα. — Ναί, εἶπε, τόν ἀγαπάω ἀκόμη. Ἀλλά πρέπει νά σκεφθῶ καί τόν ἑαυτό μου. Πρόσφατα, ἡ Λίζ ἐτοιμάζεται γιά καινούργια ταινία, ἐνῶ οἱ δημοσιογράφοι δέν τήν ἀφήνουν σέ ἡσυχία. — Ἐσύ ξέρεις τί θά γίνει αὔριο; ρώτησε μέ ἕνα αἰνιγματικό χαμόγελο. Κανείς δέν ξέρει. Ἴσως οὔτε κι ἡ ἴδια ἡ Λίζ. Ἐκεῖνο πού ξέρουμε εἶναι ὅτι τό ὄνομά της θά συνεχίσει νά γεμίζει τίς σελίδες τῶν ἐφημερίδων. ΕΛΙΖΑΒΕΤ ΦΑΡΑ [680, 1428, 1102, 1703]
list-line: 22.00 Λατινικὲς ἱστορίες. [242, 418, 339, 428]
list-line: 21.00 Στούς ρυθμούς τῆς ἐποχῆς. [8, 407, 135, 417]
list-line: ΡΟΥΑΓΙΑΛ — Τηλ. 26329 [8, 227, 116, 237]
paragraph: — Πέρασε θά μιλήσω, συνέχισε ἡ Λούη, θά ἐξυπηρετήσω τόν μελλοντικό μου ἄντρα. [8, 866, 230, 891]
paragraph: Οἱ ἐκδρομεῖς ἐπισκέφθησαν κατόπιν τό Ἰταλικόν Κοιμητήριον, ὅπου κατέθεσαν στεφάνους εἰς μνήμην τῶν πεσόντων. [912, 1020, 1104, 1057]
paragraph: Ἡ ἐκδήλωσις θά περιλαμβάνει τό ἔργον «Ὁ δρόμος τοῦ Ἀλγερίου» τοῦ Γεωργίου Σκαλενάκη καί ἄλλας ταινίας. [680, 955, 900, 992]
paragraph: — Μή θυμώνεις... εἶπε ἀνήσυχη. Τό ἀκόω εἶναι ἄκαιρο μου. Εἶδα ὅτι ὁ Ἐρδό ἀμφέβαλλε γιά τήν ἀφοσίωση μου. [8, 786, 230, 823]
paragraph: — Τί σημαίνει αὐτό, Λούγη; μουρμούρισε σάν νά ὀνειρευόταν. [8, 718, 230, 742]
paragraph: — Οἱ ἀρραβῶνες θά διαλυθοῦν; [18, 703, 154, 715]
paragraph: Ἡ ψηφοφορία θά διαρκέσῃ μέχρι τῆς 6 μ.μ., ὁπότε θά συντάσσονται τά πρακτικά καί θά ἀνακοινοῦνται τά ἀποτελέσματα. [1358, 235, 1590, 272]
paragraph: Ἐπί τῆς συγκεντρώσεως, μεριμνῶντος ὁ Πρόεδρος μετά τῆς ὁμάδος Κινηματογράφου, ἔγινε τό Πρόγραμμα μέ ὅλα τά νέα ἔργα. [680, 1124, 900, 1161]
paragraph: — Ὄχι... Ἥρθε ὁ Ἐρδό... οἱ ἀρραβώνες μας διαλύθηκαν, ἡ ἀφορμή θά διαλύσουν... [8, 677, 230, 701]
paragraph: — Ὄχι θέλουν... Ἀλλά ἄν ἦταν ἀπό πρίν; [250, 703, 424, 715]
paragraph: 3) Ἀμεσος κατάσχεσις τῶν μέσων κλήρου ὑπέρ τῆς παροικίας. [690, 284, 954, 296]
blue-pearl-ad: ΚΑΖΙΝΟ BLUE PEARL ΚΑΜΠ ΣΕΖΑΡ ΤΗΛ. 23360 Διά πρώτην φοράν εἰς τήν Αἴγυπτον Τό φημισμένον ΝΤΟΥΕΤΤΟ ΜΠΟΥΖΟΥΚΙΩΝ «ΝΤΟΥΟ ΒΟΛΙΩΤΕΣ» Ἐπίσης ἡ χορεύτρια-τραγουδίστρια Ὀρχήστρα μπουζουκίων ΡΕΝΑ ΝΟΛΗ ΚΑΡΜΕΛΑ ΜΙΑ ΓΙΑΝΝΗ ΦΡΑΝΤΖΕΣΚΟΥ [1120, 1660, 1594, 2184]
paragraph: Πρωτοβουλίᾳ τοῦ Διοικητικοῦ Συμβουλίου τοῦ Ἑλληνικοῦ Μικρασιατικοῦ Συλλόγου καί ἐπί τῇ εὐκαιρίᾳ τῆς Ἐθνικῆς Ἑορτῆς ἐξεδράμησαν τήν Κυριακήν εἰς Ἐλ Ἀλαμέιν 120 μέλη. [912, 917, 1104, 978]
paragraph: Ἕνα βράδυ τοῦ Ὀκτωβρίου, ἡ Λούη περίμενε μέ ἀγωνία τόν ἀδελφό της. Ὅταν τέλος ἦλθε, τῆς εἶπε συγκινημένη: [8, 543, 230, 579]
tis-imeras-title: ΤΗΣ ΗΜΕΡΑΣ [680, 58, 929, 99]
paragraph: Αὐτή εἶναι ἡ προσπάθεια τῆς ἀναμορφώσεως τῶν ὀργανισμῶν, μία κατάστασις ἡ ὁποία ἐπηρεάζει τήν ἐθνικήν μας ἐκπροσώπησιν. Εἰς τό ἐξωτερικόν ὅλοι περιμένουν τίς προθέσεις τῆς Ἀθήνας. [680, 163, 1102, 200]
glentzou-ad: ΑΛΕΞ ΦΟΙΒΟΥ καί ΖΩΡΖΕΤΑ ΕΙΣ ΤΟΥ «ΓΛΕΝΤΖΟΥ» Κάθε βράδυ σκορποῦν τό γλέντι καί τό κέφι μέχρι πρωΐας ΚΡΑΤΗΣΑΤΕ ΕΓΚΑΙΡΩΣ ΤΑ ΤΡΑΠΕΖΙΑ ΣΑΣ [14, 1482, 466, 1682]
cinema-listings-right [240, 100, 468, 144]
paragraph: — Καί τώρα τί θά γίνη; [250, 813, 350, 825]
paragraph: — Καί τί θά κάνουμε, καλή μου; [18, 1046, 157, 1058]
paragraph: — Ἐκεῖνος ὁ ἄνθρωπος τό κάνει νά πιστέψουμε ὅτι εἶμαι ἐδῶ. [240, 771, 462, 796]
paragraph: Ὁ Ὅμηρος τήν ἀναφέρει. Ὁ Ἱπποκράτης περιέγραψε τά συμπτώματα καί ὀνόμασε τήν νόσον φθίσιν, λέξιν πού διατηρεῖται μέχρι σήμερον. [1114, 595, 1346, 632]
paragraph: Τό ἔγγραφον τό ὁποῖον διεβιβάσθη εἰς τό Παρίσι ἀπό τήν Ἀθήνα, τονίζει ὅτι δέν ὑπάρχει ἄλλη λύσις διά τήν εἰρήνην τῆς Μεσογείου. Τοιουτοτρόπως ἡ Γαλλία ἐπανέρχεται εἰς τήν παραδοσιακήν φιλίαν της πρός τήν Ἑλλάδα. [680, 388, 1102, 425]
theamata-title: ΤΑ ΘΕΑΜΑΤΑ ΜΑΣ [8, 58, 359, 100]
cairo-heading: ΚΑΪΡΙΝΑ [283, 154, 425, 181]
paragraph: Οἱ ἐκδρομεῖς ἐπανῆλθον εἰς Ἀλεξάνδρειαν τό ἑσπέρας, συγκινημένοι ἀπό τήν ἡμέραν. [912, 1059, 1104, 1083]
loan-numbers-50: 2013 2488 2900 3274 3336 2157 2536 2948 3100 3559 2046 2490 2908 3108 3582 2079 2537 2913 3121 3585 2154 2568 2914 3203 3598 [1114, 1292, 1266, 1355]
paragraph: Ἕνας ἄνθρωπος πού ἀγαπᾶ χωρίς ἐλπίδα, δέν μπορεῖ νά κάνει τίποτα κακό. [240, 677, 462, 701]
paragraph: «Ὁ ἀναγνώστης» μας κ. Ἀλέξανδρος Λεονάρδος ἐκ Ἀλεξανδρείας μας γράφει: Ἀναφορικῶς μέ τάς ἐνθέσεις τῶν ἀγγλικῶν ἐφημερίδων διά τά γεγονότα. [1362, 966, 1594, 1002]
paragraph: Ἐκείνη σηκώθηκε: [18, 662, 98, 674]
list-line: THE PHANTOM PLANET (Κόλμπ Γκρέτ, Ντήν Φρέντρεν). [8, 260, 230, 281]
paragraph: — Καί γιατί νά ἐνδιαφέρεται; [250, 635, 375, 647]
novel-column-1 [8, 543, 230, 1267]
paragraph: Πρόσφατα, ἡ Λίζ ἐτοιμάζεται γιά καινούργια ταινία, ἐνῶ οἱ δημοσιογράφοι δέν τήν ἀφήνουν σέ ἡσυχία. [896, 1561, 1102, 1597]
balloon-theatre-ad: BALLOON THEATRE CURTAIN RISE AT 9 h. 45 p.m. [240, 188, 468, 259]
paragraph: — Ἦμουν θέσαια πώς αὐτός ὁ Σαιντελά εἶναι ὁ αἴτιος, φώναξε ἡ Μέμπελ. [240, 543, 462, 567]
loan-numbers-100: 526 558 1065 1522 1696 529 863 1086 1689 1723 581 880 1104 1308 1732 610 907 1178 1363 1757 625 939 1140 1392 1761 657 945 1162 1497 1776 735 976 1179 1518 1793 743 1012 1176 1641 1803 745 1018 1182 1661 1806 750 1048 1262 1669 1814 [1114, 1151, 1259, 1277]
funeral-name: ΦΛΟΡΑ Α. ΧΡΙΣΤΟΦΙΔΟΥ [476, 428, 666, 448]
paragraph: Ἡ ὁποία ἄλλη πλευρά τῶν πραγμάτων εἶναι ἡ προσωπική ζωή μιᾶς γυναίκας πού βρίσκεται πάντα κάτω ἀπό τούς προβολεῖς. [680, 1600, 886, 1637]
paragraph: Κατά τήν αὐριανήν Κοινοτικήν Συνέλευσιν θά τηρηθοῦν αἱ κατωτέρω διατάξεις: [1114, 141, 1346, 165]
funeral-text: Ἀπεβίωσε χθές, κηδεύθη σήμερον 5 μ.μ. Ἡ νεκρώσιμος ἀκολουθία θά ψαλῇ ἐκ τοῦ Ἱερού Ναοῦ. Ἡ τεθλιμμένη σύζυγος, τέκνα, ἐγγόνια. [476, 539, 666, 588]
paragraph: Λυπημένη μου, τρεκλιστά πώς γιά λίγο, καί μετά τό θάνατο τοῦ πατέρα σου. [8, 839, 230, 864]
page-header [0, 4, 1600, 30]
paragraph: — Πού σέ βγάζει... [18, 1087, 100, 1099]
paragraph: Εὐτυχῶς μέ ἀπορία, ἡ φοβερή Μέμπελ πῆρε τό λόγο. [240, 718, 462, 742]
paragraph: — Δέν ξέρεις τί θά κάνω, ἀλλά θά περιμένω. [250, 1019, 439, 1031]
paragraph: Ὁ κ. Πανηγιρδάς, σέ τούς ἄλλους, εἶναι εἰς θέσιν νά κρίνη. [1362, 1005, 1594, 1029]
list-line: 21.30 Πολλές ἐκτελέσεις. [242, 407, 340, 417]
funerals-heading: ΚΗΔΕΙΑΙ [476, 386, 666, 420]
trisagion-article: ΤΡΙΣΑΓΙΟΝ ΤΟΥ ΜΙΚΡΑΣΙΑΤΙΚΟΥ ΕΙΣ ΤΟ ΕΛ ΑΛΑΜΕΙΝ Πρωτοβουλίᾳ τοῦ Διοικητικοῦ Συμβουλίου τοῦ Ἑλληνικοῦ Μικρασιατικοῦ Συλλόγου καί ἐπί τῇ εὐκαιρίᾳ τῆς Ἐθνικῆς Ἑορτῆς ἐξεδράμησαν τήν Κυριακήν εἰς Ἐλ Ἀλαμέιν 120 μέλη. Τό Ἐξουσιοδότων τήν Ἐκκλησίαν «Ἁγία Σοφία» ὁ Μέγας Λεῖτος Πρεσβύτερος ἐτέλεσε τρισάγιον ὑπέρ τῶν πεσόντων. Οἱ ἐκδρομεῖς ἐπισκέφθησαν κατόπιν τό Ἰταλικόν Κοιμητήριον, ὅπου κατέθεσαν στεφάνους εἰς μνήμην τῶν πεσόντων. Οἱ ἐκδρομεῖς ἐπανῆλθον εἰς Ἀλεξάνδρειαν τό ἑσπέρας, συγκινημένοι ἀπό τήν ἡμέραν. ΠΡΟΣΦΟΡΑΙ Ὁ κ. Γ. Γιαννόπουλος προσέφερε 10 λίρας εἰς τό Ταμεῖον τῆς Ἀδελφότητος, εἰς μνήμην τοῦ ἀειμνήστου Πετρόπουλου. Τό Διοικητικόν Συμβούλιον εὐχαριστεῖ θερμῶς. ΣΤΕΛΙΟΣ ΓΙΑΝΝΟΠΟΥΛΟΣ [912, 856, 1104, 1416]
paragraph: 2ον) Τμῆμα Μ — Ω. [1368, 194, 1456, 206]
list-line: 20.40 Κλασσική μουσική. [8, 396, 108, 406]
paragraph: — Κι' ἐγώ ἀγαπῶ τήν Μέμπελ, ἄν καί δέν θά ἤθελε νά τό ξέρη. [8, 1004, 230, 1029]
